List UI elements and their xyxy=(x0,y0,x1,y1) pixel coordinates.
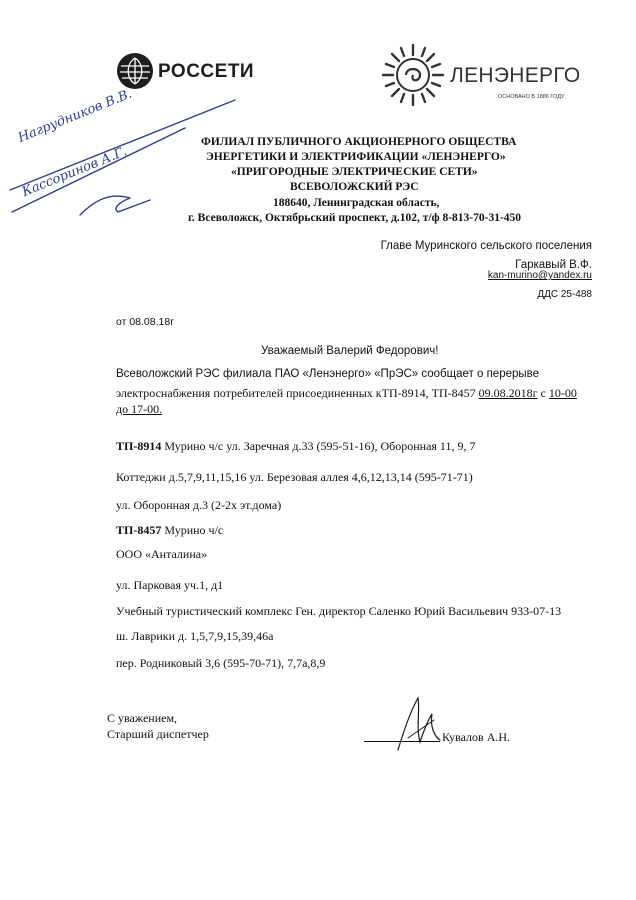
letter-date: от 08.08.18г xyxy=(116,316,175,328)
handwritten-signature xyxy=(390,690,450,760)
consumer-tp-8914 xyxy=(116,439,476,454)
consumer-line-7: Учебный туристический комплекс Ген. директор Саленко Юрий Васильевич 933-07-13 xyxy=(116,604,562,618)
salutation: Уважаемый Валерий Федорович! xyxy=(261,345,439,357)
outage-date: 09.08.2018г xyxy=(478,386,538,400)
recipient-name: Гаркавый В.Ф. xyxy=(515,259,592,271)
rosseti-wordmark: РОССЕТИ xyxy=(158,61,255,82)
consumer-line-6: ул. Парковая уч.1, д1 xyxy=(116,578,224,592)
tp-8457-label: ТП-8457 xyxy=(116,523,162,537)
body-line-2 xyxy=(116,386,577,401)
recipient-dds: ДДС 25-488 xyxy=(537,289,592,300)
lenenergo-tagline: ОСНОВАНО В 1886 ГОДУ xyxy=(498,94,565,100)
body-line-2-text: электроснабжения потребителей присоединенных кТП-8914, ТП-8457 xyxy=(116,386,476,400)
header-line-1: ФИЛИАЛ ПУБЛИЧНОГО АКЦИОНЕРНОГО ОБЩЕСТВА xyxy=(201,136,517,148)
signer-name: Кувалов А.Н. xyxy=(442,730,511,744)
header-line-3: «ПРИГОРОДНЫЕ ЭЛЕКТРИЧЕСКИЕ СЕТИ» xyxy=(231,166,478,178)
header-line-6: г. Всеволожск, Октябрьский проспект, д.102, т/ф 8-813-70-31-450 xyxy=(188,212,522,224)
tp-8914-label: ТП-8914 xyxy=(116,439,162,453)
header-line-4: ВСЕВОЛОЖСКИЙ РЭС xyxy=(290,181,419,193)
consumer-line-3: ул. Оборонная д.3 (2-2х эт.дома) xyxy=(116,498,282,512)
consumer-line-2: Коттеджи д.5,7,9,11,15,16 ул. Березовая аллея 4,6,12,13,14 (595-71-71) xyxy=(116,470,473,484)
consumer-line-9: пер. Родниковый 3,6 (595-70-71), 7,7а,8,9 xyxy=(116,656,326,670)
lenenergo-logo xyxy=(380,42,580,112)
recipient-email[interactable]: kan-murino@yandex.ru xyxy=(487,270,592,281)
outage-start-time: 10-00 xyxy=(548,386,577,400)
handwriting-line-1: Нагрудников В.В. xyxy=(16,86,135,146)
outage-end-time: до 17-00. xyxy=(116,402,163,416)
consumer-tp-8457 xyxy=(116,523,223,538)
consumer-line-5: ООО «Анталина» xyxy=(116,547,208,561)
outage-from-word: с xyxy=(540,386,546,400)
consumer-line-8: ш. Лаврики д. 1,5,7,9,15,39,46а xyxy=(116,629,274,643)
lenenergo-emblem-icon xyxy=(380,42,446,108)
tp-8457-text: Мурино ч/с xyxy=(164,523,224,537)
header-line-2: ЭНЕРГЕТИКИ И ЭЛЕКТРИФИКАЦИИ «ЛЕНЭНЕРГО» xyxy=(206,151,506,163)
recipient-title: Главе Муринского сельского поселения xyxy=(380,240,592,252)
tp-8914-text: Мурино ч/с ул. Заречная д.33 (595-51-16), Оборонная 11, 9, 7 xyxy=(164,439,476,453)
closing: С уважением, xyxy=(107,711,178,725)
handwriting-line-2: Кассоринов А.Г. xyxy=(20,144,130,200)
body-line-1: Всеволожский РЭС филиала ПАО «Ленэнерго» «ПрЭС» сообщает о перерыве xyxy=(116,368,540,380)
lenenergo-wordmark: ЛЕНЭНЕРГО xyxy=(450,64,581,87)
header-line-5: 188640, Ленинградская область, xyxy=(273,197,440,209)
signer-position: Старший диспетчер xyxy=(107,727,209,741)
